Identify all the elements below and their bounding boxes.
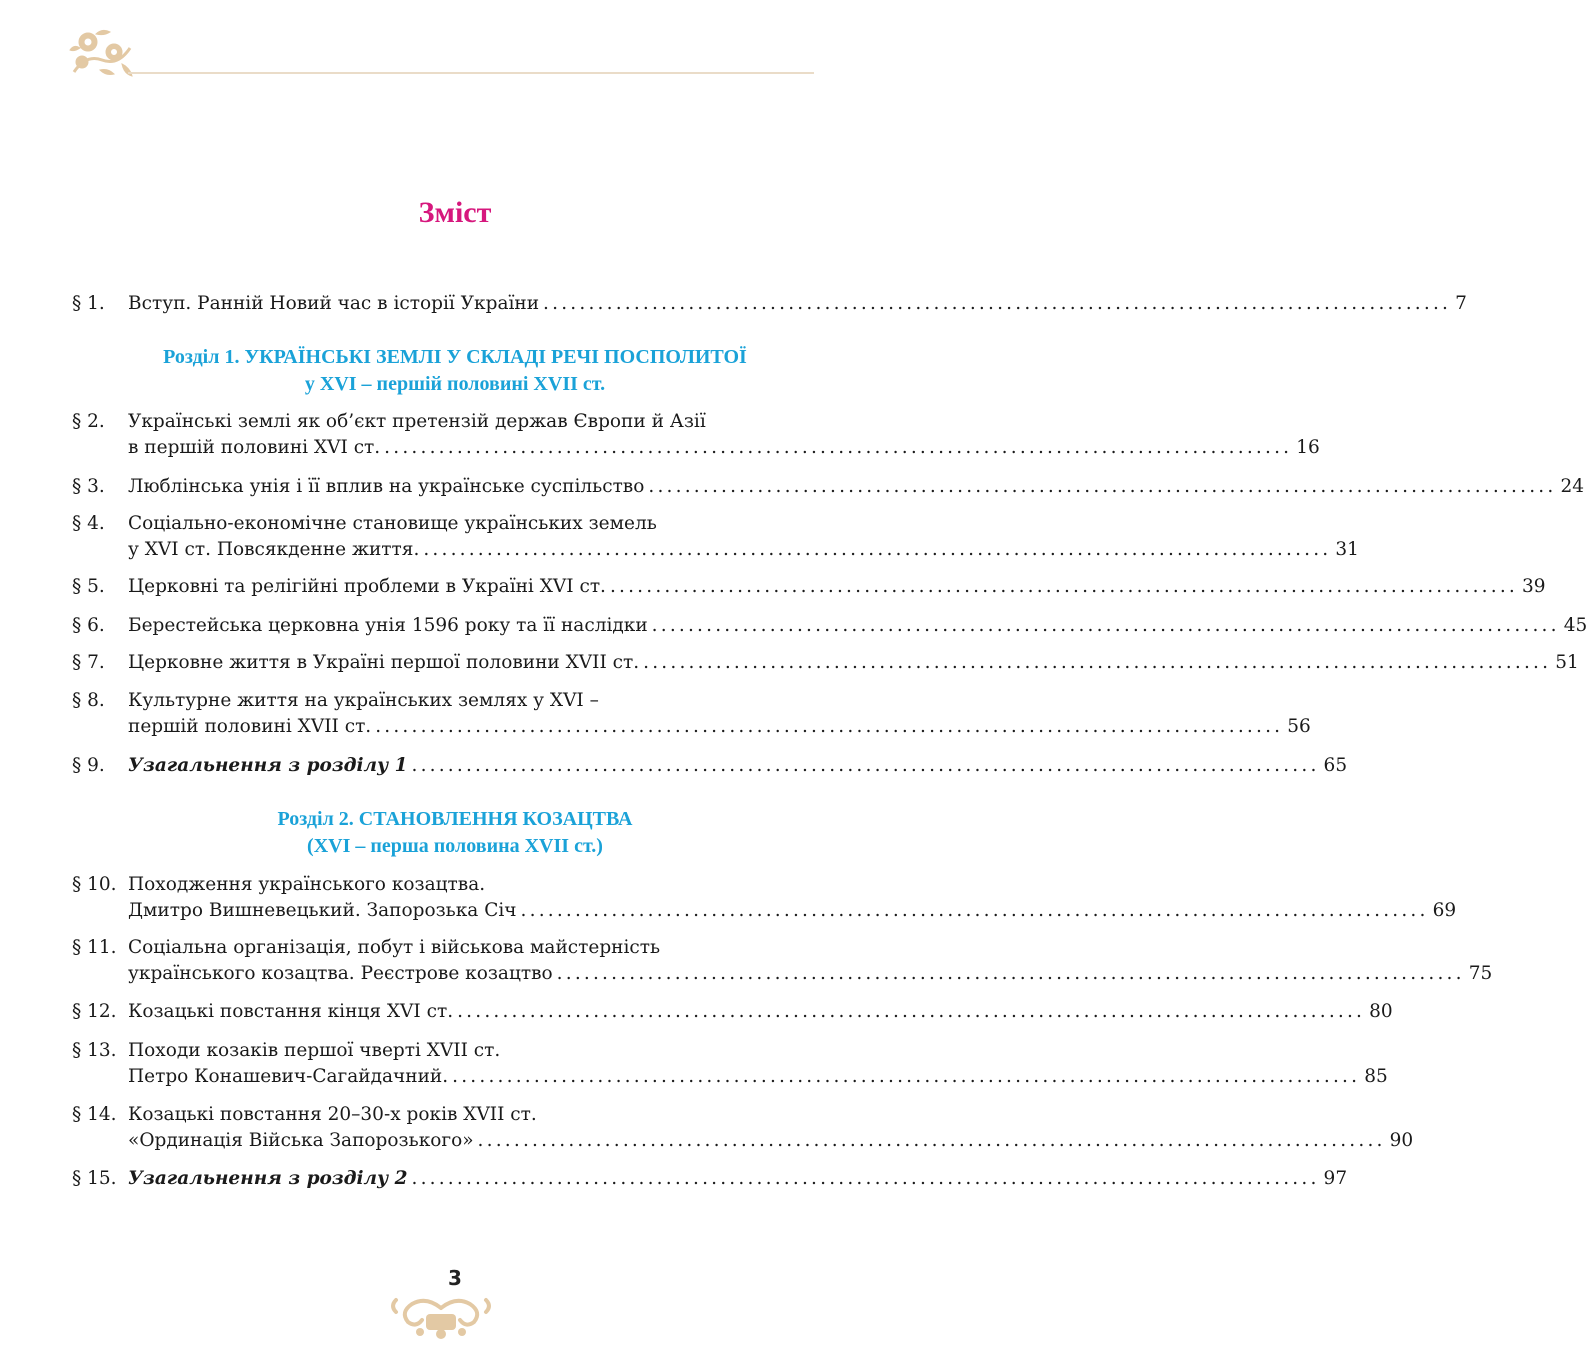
section-heading-line: Розділ 2. СТАНОВЛЕННЯ КОЗАЦТВА [277,808,633,830]
toc-entry-number: § 1. [72,293,105,314]
toc-entry[interactable] [72,650,1579,676]
toc-entry[interactable] [72,688,1311,740]
toc-entry-number: § 9. [72,755,105,776]
toc-entry-page: 51 [1555,652,1579,673]
section-heading-1 [72,344,838,398]
section-heading-line: (XVI – перша половина XVII ст.) [307,835,603,857]
toc-entry-page: 45 [1563,615,1587,636]
toc-entry-title: Походження українського козацтва. [128,874,486,895]
dot-leader: .................................................................................................... [423,539,1332,560]
toc-entry-number: § 8. [72,690,105,711]
toc-entry-page: 7 [1455,293,1467,314]
toc-entry-title: Соціально-економічне становище українських земель [128,513,657,534]
toc-entry-title: Берестейська церковна унія 1596 року та її наслідки [128,615,648,636]
toc-entry-title: у XVI ст. Повсякденне життя. [128,539,420,560]
toc-entry-number: § 4. [72,513,105,534]
toc-entry-title: Дмитро Вишневецький. Запорозька Січ [128,900,517,921]
toc-entry-title: Вступ. Ранній Новий час в історії України [128,293,540,314]
toc-entry[interactable] [72,511,1359,563]
dot-leader: .................................................................................................... [543,293,1452,314]
toc-entry-title: в першій половині XVI ст. [128,437,381,458]
toc-entry-page: 24 [1560,476,1584,497]
dot-leader: .................................................................................................... [452,1066,1361,1087]
page-title: Зміст [418,196,492,229]
section-heading-line: Розділ 1. УКРАЇНСЬКІ ЗЕМЛІ У СКЛАДІ РЕЧІ ПОСПОЛИТОЇ [163,346,747,368]
toc-entry-number: § 7. [72,652,105,673]
toc-entry-number: § 11. [72,937,117,958]
toc-entry[interactable] [72,574,1546,600]
toc-entry-page: 90 [1389,1130,1414,1151]
dot-leader: .................................................................................................... [477,1130,1386,1151]
toc-entry-number: § 12. [72,1001,117,1022]
toc-entry-page: 39 [1522,576,1546,597]
dot-leader: .................................................................................................... [648,476,1557,497]
toc-entry[interactable] [72,1166,1348,1192]
toc-entry-page: 80 [1369,1001,1393,1022]
toc-entry[interactable] [72,935,1493,987]
toc-entry-number: § 15. [72,1168,117,1189]
toc-entry-page: 31 [1335,539,1359,560]
section-heading-2 [72,806,838,860]
toc-entry[interactable] [72,753,1348,779]
toc-entry-title: Походи козаків першої чверті XVII ст. [128,1040,501,1061]
section-heading-line: у XVI – першій половині XVII ст. [304,373,606,395]
toc-entry-title: Петро Конашевич-Сагайдачний. [128,1066,449,1087]
toc-entry-page: 97 [1323,1168,1348,1189]
toc-entry-page: 16 [1296,437,1320,458]
dot-leader: .................................................................................................... [556,963,1465,984]
dot-leader: .................................................................................................... [411,755,1320,776]
toc-entry-number: § 13. [72,1040,117,1061]
toc-entry-title: Церковне життя в Україні першої половини XVII ст. [128,652,640,673]
toc-entry[interactable] [72,409,1320,461]
toc-entry-title: Козацькі повстання 20–30-х років XVII ст. [128,1104,537,1125]
toc-entry-title: Козацькі повстання кінця XVI ст. [128,1001,454,1022]
toc-entry-page: 75 [1468,963,1493,984]
toc-entry-title: Люблінська унія і її вплив на українське суспільство [128,476,645,497]
toc-entry[interactable] [72,613,1587,639]
dot-leader: .................................................................................................... [520,900,1429,921]
toc-entry-title: українського козацтва. Реєстрове козацтво [128,963,553,984]
toc-entry-title: Узагальнення з розділу 2 [128,1168,408,1189]
header-rule [128,72,814,74]
toc-entry-title: першій половині XVII ст. [128,716,372,737]
toc-entry[interactable] [72,999,1393,1025]
toc-entry-number: § 2. [72,411,105,432]
toc-entry-title: Церковні та релігійні проблеми в Україні XVI ст. [128,576,606,597]
dot-leader: .................................................................................................... [411,1168,1320,1189]
toc-entry-number: § 10. [72,874,117,895]
toc-entry[interactable] [72,1038,1388,1090]
dot-leader: .................................................................................................... [457,1001,1366,1022]
toc-entry-title: Культурне життя на українських землях у XVI – [128,690,599,711]
scroll-ornament-icon [386,1278,496,1342]
toc-entry-page: 65 [1323,755,1348,776]
toc-entry[interactable] [72,872,1457,924]
page-number: 3 [448,1266,462,1290]
toc-entry[interactable] [72,474,1584,500]
toc-entry-number: § 14. [72,1104,117,1125]
dot-leader: .................................................................................................... [609,576,1518,597]
toc-entry-number: § 3. [72,476,105,497]
dot-leader: .................................................................................................... [375,716,1284,737]
toc-entry[interactable] [72,291,1467,317]
toc-entry-page: 56 [1287,716,1311,737]
toc-entry-title: Узагальнення з розділу 1 [128,755,408,776]
toc-entry[interactable] [72,1102,1414,1154]
toc-entry-page: 85 [1364,1066,1388,1087]
dot-leader: .................................................................................................... [384,437,1293,458]
toc-entry-page: 69 [1432,900,1457,921]
toc-entry-title: «Ординація Війська Запорозького» [128,1130,474,1151]
toc-entry-number: § 6. [72,615,105,636]
toc-entry-title: Соціальна організація, побут і військова майстерність [128,937,661,958]
dot-leader: .................................................................................................... [643,652,1552,673]
toc-entry-number: § 5. [72,576,105,597]
toc-entry-title: Українські землі як об’єкт претензій держав Європи й Азії [128,411,706,432]
dot-leader: .................................................................................................... [651,615,1560,636]
